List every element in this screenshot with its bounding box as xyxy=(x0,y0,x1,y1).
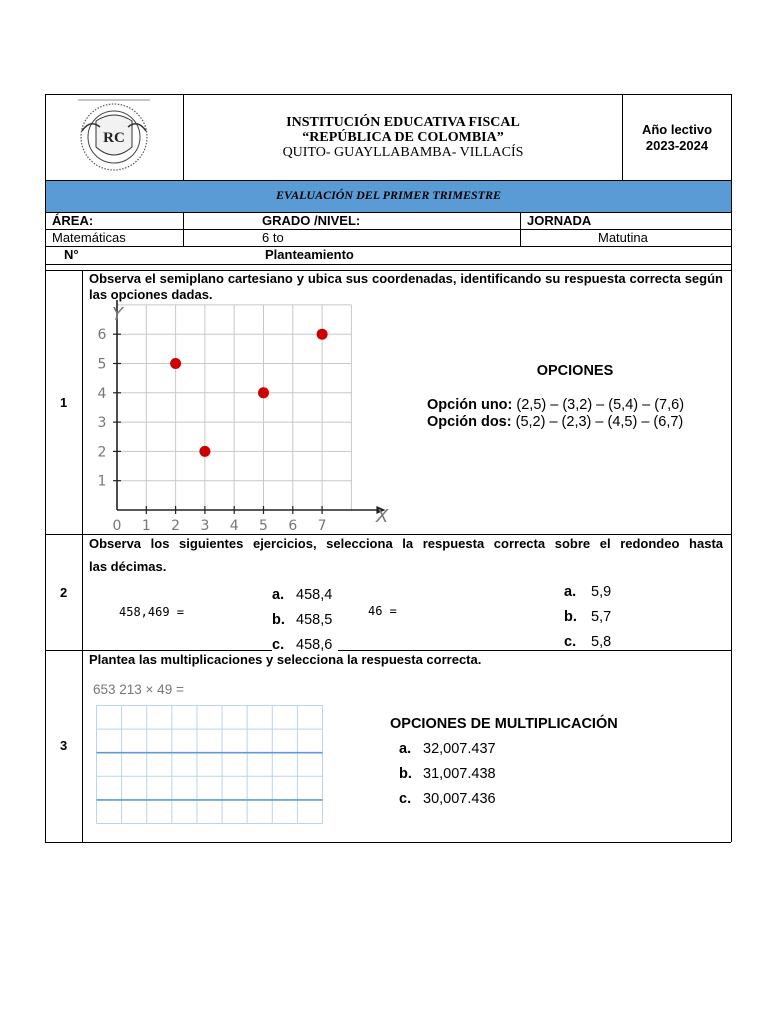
option-two xyxy=(427,414,683,430)
option-value: 5,9 xyxy=(591,584,612,600)
divider xyxy=(372,650,532,651)
grade-value: 6 to xyxy=(262,230,284,245)
school-logo xyxy=(70,97,158,177)
option-letter: a. xyxy=(399,741,412,757)
question-statement-line2: las décimas. xyxy=(89,559,167,574)
table-right-border xyxy=(731,94,732,842)
data-point xyxy=(170,358,181,369)
area-label: ÁREA: xyxy=(52,213,94,228)
option-label: Opción uno: xyxy=(427,397,513,413)
institution-location: QUITO- GUAYLLABAMBA- VILLACÍS xyxy=(282,145,524,160)
column-header-border xyxy=(45,264,731,265)
option-value: 31,007.438 xyxy=(423,766,496,782)
option-letter: b. xyxy=(564,609,577,625)
options-title: OPCIONES xyxy=(536,363,614,379)
y-tick-label: 2 xyxy=(97,444,107,461)
option-one xyxy=(427,397,684,413)
question-number: 3 xyxy=(60,738,68,753)
institution-subname: “REPÚBLICA DE COLOMBIA” xyxy=(302,130,504,145)
y-tick-label: 3 xyxy=(97,415,107,432)
question-statement: Observa el semiplano cartesiano y ubica sus coordenadas, identificando su respuesta correcta según las opciones dadas. xyxy=(89,271,723,302)
question-number: 1 xyxy=(60,395,68,410)
shift-cell-border xyxy=(520,212,521,246)
exercise-a: 458,469 = xyxy=(119,605,185,619)
option-letter: c. xyxy=(399,791,412,807)
option-value: 458,5 xyxy=(296,612,333,628)
option-value: 5,7 xyxy=(591,609,612,625)
answer-b-option-a[interactable] xyxy=(564,584,611,600)
y-tick-label: 5 xyxy=(97,356,107,373)
option-value: 458,6 xyxy=(296,637,333,653)
option-letter: c. xyxy=(272,637,285,653)
option-letter: a. xyxy=(272,587,285,603)
option-letter: c. xyxy=(564,634,577,650)
x-tick-label: 3 xyxy=(200,518,210,534)
institution-name: INSTITUCIÓN EDUCATIVA FISCAL xyxy=(286,115,520,130)
answer-a-option-a[interactable] xyxy=(272,587,332,603)
multiplication-option-b[interactable] xyxy=(399,766,496,782)
shift-value: Matutina xyxy=(598,230,648,245)
x-tick-label: 4 xyxy=(229,518,239,534)
shift-label: JORNADA xyxy=(527,213,592,228)
grade-label: GRADO /NIVEL: xyxy=(262,213,361,228)
y-tick-label: 6 xyxy=(97,327,107,344)
option-letter: a. xyxy=(564,584,577,600)
table-bottom-border xyxy=(45,842,731,843)
option-value: 30,007.436 xyxy=(423,791,496,807)
divider xyxy=(657,650,731,651)
table-top-border xyxy=(45,94,731,95)
question-statement: Plantea las multiplicaciones y selecciona la respuesta correcta. xyxy=(89,652,482,667)
info-value-border xyxy=(45,246,731,247)
x-tick-label: 2 xyxy=(171,518,181,534)
statement-column-header: Planteamiento xyxy=(265,247,354,262)
x-tick-label: 7 xyxy=(317,518,327,534)
x-tick-label: 0 xyxy=(112,518,122,534)
option-value: (2,5) – (3,2) – (5,4) – (7,6) xyxy=(516,397,685,413)
option-value: 5,8 xyxy=(591,634,612,650)
data-point xyxy=(258,387,269,398)
option-value: 458,4 xyxy=(296,587,333,603)
option-value: (5,2) – (2,3) – (4,5) – (6,7) xyxy=(515,414,684,430)
evaluation-title: EVALUACIÓN DEL PRIMER TRIMESTRE xyxy=(275,188,502,202)
x-axis-label: X xyxy=(376,506,389,527)
cartesian-chart xyxy=(90,300,390,535)
option-label: Opción dos: xyxy=(427,414,512,430)
y-axis-label: Y xyxy=(112,304,123,325)
year-cell-border xyxy=(622,94,623,180)
multiplication-options-title: OPCIONES DE MULTIPLICACIÓN xyxy=(390,716,618,732)
multiplication-operation: 653 213 × 49 = xyxy=(93,682,184,697)
number-column-header: N° xyxy=(64,247,79,262)
area-value: Matemáticas xyxy=(52,230,126,245)
x-tick-label: 6 xyxy=(288,518,298,534)
y-tick-label: 4 xyxy=(97,385,107,402)
year-label: Año lectivo xyxy=(641,122,713,137)
option-letter: b. xyxy=(272,612,285,628)
answer-a-option-b[interactable] xyxy=(272,612,332,628)
answer-a-option-c[interactable] xyxy=(272,637,338,653)
data-point xyxy=(317,329,328,340)
x-tick-label: 5 xyxy=(259,518,268,534)
svg-text:RC: RC xyxy=(103,130,125,146)
area-cell-border xyxy=(183,212,184,246)
multiplication-option-a[interactable] xyxy=(399,741,496,757)
divider xyxy=(82,650,246,651)
data-point xyxy=(199,446,210,457)
number-column-border xyxy=(82,270,83,842)
x-tick-label: 1 xyxy=(141,518,151,534)
banner-bottom-border xyxy=(45,212,731,213)
answer-b-option-b[interactable] xyxy=(564,609,611,625)
option-value: 32,007.437 xyxy=(423,741,496,757)
year-value: 2023-2024 xyxy=(645,138,709,153)
answer-grid[interactable] xyxy=(96,705,323,824)
question-statement-line1: Observa los siguientes ejercicios, selecciona la respuesta correcta sobre el redondeo hasta xyxy=(89,536,723,551)
option-letter: b. xyxy=(399,766,412,782)
question-number: 2 xyxy=(60,585,68,600)
answer-b-option-c[interactable] xyxy=(564,634,611,650)
exercise-b: 46 = xyxy=(368,604,397,618)
y-tick-label: 1 xyxy=(97,473,107,490)
multiplication-option-c[interactable] xyxy=(399,791,496,807)
